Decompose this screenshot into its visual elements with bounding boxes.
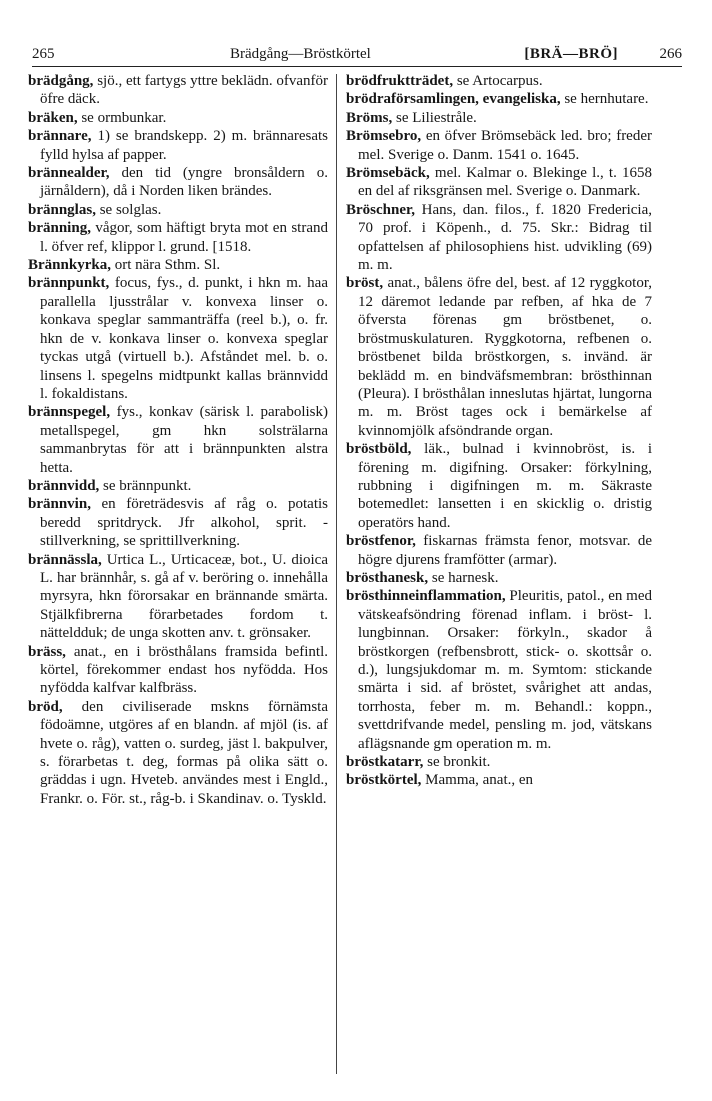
- headword: bröstkörtel,: [346, 772, 422, 789]
- definition: se ormbunkar.: [77, 109, 167, 126]
- entry: [28, 127, 328, 164]
- entry: [346, 440, 652, 532]
- definition: se hernhutare.: [560, 91, 649, 108]
- definition: mel. Kalmar o. Blekinge l., t. 1658 en del af riksgränsen mel. Sverige o. Danmark.: [358, 165, 652, 200]
- headword: Brömsebäck,: [346, 165, 430, 182]
- definition: Hans, dan. filos., f. 1820 Fredericia, 70 prof. i Köpenh., d. 75. Skr.: Bidrag til opfattelsen af philosophiens hist. udvikling (69) m. m.: [358, 201, 652, 274]
- headword: brännvidd,: [28, 477, 100, 494]
- headword: bränning,: [28, 220, 91, 237]
- definition: se Liliestråle.: [392, 109, 477, 126]
- definition: den civiliserade mskns förnämsta födoämne, utgöres af en blandn. af mjöl (is. af hvete o. råg), vatten o. surdeg, jäst l. bakpulver, s. förarbetas t. deg, formas på olika sätt o. gräddas i ugn. Hveteb. användes mest i Engld., Frankr. o. För. st., råg-b. i Skandinav. o. Tyskld.: [40, 698, 328, 807]
- entry-range: [BRÄ—BRÖ]: [524, 46, 618, 62]
- entry: [28, 109, 328, 127]
- headword: bröstböld,: [346, 441, 412, 458]
- page-header: [32, 40, 682, 68]
- headword: brännealder,: [28, 165, 110, 182]
- headword: Bröms,: [346, 109, 393, 126]
- entry: [346, 274, 652, 440]
- headword: bröstkatarr,: [346, 754, 424, 771]
- headword: brödraförsamlingen, evangeliska,: [346, 91, 561, 108]
- headword: brödfruktträdet,: [346, 73, 454, 89]
- entry: [28, 698, 328, 808]
- right-column: [346, 72, 652, 1082]
- left-column: [28, 72, 328, 1082]
- page-number-right: 266: [659, 46, 682, 62]
- entry: [28, 72, 328, 109]
- entry: [28, 403, 328, 477]
- definition: se Artocarpus.: [453, 73, 543, 89]
- entry: [28, 274, 328, 403]
- definition: focus, fys., d. punkt, i hkn m. haa parallella ljusstrålar v. konvexa linser o. konkava speglar sammanträffa (reel b.), o. fr. hkn de v. konkava linser o. konvexa speglar tyckas utgå (virtuell b.). Afståndet mel. b. o. linsens l. spegelns midtpunkt kallas brännvidd l. fokaldistans.: [40, 275, 328, 402]
- entry: [346, 90, 652, 108]
- entry: [28, 256, 328, 274]
- definition: läk., bulnad i kvinnobröst, is. i förening m. digifning. Orsaker: förkylning, rubbning i digifningen m. m. Säkraste botemedlet: lansetten i en skicklig o. dristig operatörs hand.: [358, 441, 652, 531]
- definition: se solglas.: [95, 201, 162, 218]
- entry: [28, 495, 328, 550]
- entry: [346, 109, 652, 127]
- definition: Urtica L., Urticaceæ, bot., U. dioica L. har brännhår, s. gå af v. beröring o. innehålla myrsyra, hkn förorsakar en brännande smärta. Stjälkfibrerna förarbetades fordom t. nätteldduk; de unga skotten anv. t. grönsaker.: [40, 551, 328, 642]
- definition: se harnesk.: [428, 569, 499, 586]
- headword: bröst,: [346, 275, 384, 292]
- headword: brännvin,: [28, 496, 91, 513]
- entry: [28, 164, 328, 201]
- headword: bröstfenor,: [346, 533, 416, 550]
- definition: 1) se brandskepp. 2) m. brännaresats fylld hylsa af papper.: [40, 128, 328, 163]
- column-divider: [336, 74, 337, 1074]
- entry: [28, 219, 328, 256]
- headword: brösthinneinflammation,: [346, 588, 506, 605]
- definition: den tid (yngre bronsåldern o. järnåldern), då i Norden liken brändes.: [40, 165, 328, 200]
- headword: bröd,: [28, 698, 63, 715]
- entry: [346, 532, 652, 569]
- entry: [28, 643, 328, 698]
- headword: bräss,: [28, 643, 66, 660]
- definition: vågor, som häftigt bryta mot en strand l. öfver ref, klippor l. grund. [1518.: [40, 220, 328, 255]
- headword: brännpunkt,: [28, 275, 110, 292]
- entry: [346, 201, 652, 275]
- headword: Brännkyrka,: [28, 257, 111, 274]
- definition: Mamma, anat., en: [421, 772, 534, 789]
- entry: [346, 72, 652, 90]
- headword: brösthanesk,: [346, 569, 429, 586]
- entry: [346, 771, 652, 789]
- entry: [346, 587, 652, 753]
- entry: [28, 477, 328, 495]
- entry: [28, 201, 328, 219]
- headword: brännglas,: [28, 201, 96, 218]
- headword: brännässla,: [28, 551, 102, 568]
- definition: se brännpunkt.: [99, 477, 192, 494]
- definition: en öfver Brömsebäck led. bro; freder mel. Sverige o. Danm. 1541 o. 1645.: [358, 128, 652, 163]
- headword: Bröschner,: [346, 201, 416, 218]
- definition: fys., konkav (särisk l. parabolisk) metallspegel, gm hkn solsträlarna sammanbrytas för att i brännpunkten alstra hetta.: [40, 404, 328, 476]
- definition: anat., bålens öfre del, best. af 12 ryggkotor, 12 däremot ledande par refben, af hka de 7 öfversta förenas gm bröstbenet, o. bröstmuskulaturen. Ryggkotorna, refbenen o. bröstbenet bilda bröstkorgen, s. invänd. är beklädd m. en bindväfsmembran: brösthinnan (Pleura). I brösthålan inneslutas hjärtat, lungorna m. m. Bröst tages ock i bemärkelse af kvinnomjölk afsöndrande organ.: [358, 275, 652, 439]
- headword: brädgång,: [28, 73, 94, 89]
- definition: se bronkit.: [423, 754, 491, 771]
- definition: Pleuritis, patol., en med vätskeafsöndring förenad inflam. i bröst- l. lungbinnan. Orsaker: förkyln., skador å bröstkorgen (refbensbrott, stick- o. skottsår o. d.), lungsjukdomar m. m. Symtom: stickande smärta i sid. af bröstet, svårighet att andas, torrhosta, feber m. m. Behandl.: koppn., svettdrifvande medel, pensling m. jod, vätskans aflägsnande gm operation m. m.: [358, 588, 652, 752]
- headword: bräken,: [28, 109, 78, 126]
- running-title: Brädgång—Bröstkörtel: [230, 46, 371, 62]
- headword: brännare,: [28, 128, 92, 145]
- entry: [28, 551, 328, 643]
- entry: [346, 569, 652, 587]
- entry: [346, 127, 652, 164]
- definition: ort nära Sthm. Sl.: [110, 257, 221, 274]
- entry: [346, 753, 652, 771]
- definition: en företrädesvis af råg o. potatis beredd spritdryck. Jfr alkohol, sprit. -stillverkning, se sprittillverkning.: [40, 496, 328, 550]
- definition: fiskarnas främsta fenor, motsvar. de högre djurens framfötter (armar).: [358, 533, 652, 568]
- definition: anat., en i brösthålans framsida befintl. körtel, förekommer endast hos nyfödda. Hos nyfödda kalfvar kalfbräss.: [40, 643, 328, 697]
- headword: brännspegel,: [28, 404, 111, 421]
- headword: Brömsebro,: [346, 128, 422, 145]
- header-rule: [32, 66, 682, 67]
- page-number-left: 265: [32, 46, 55, 62]
- definition: sjö., ett fartygs yttre beklädn. ofvanför öfre däck.: [40, 73, 328, 108]
- entry: [346, 164, 652, 201]
